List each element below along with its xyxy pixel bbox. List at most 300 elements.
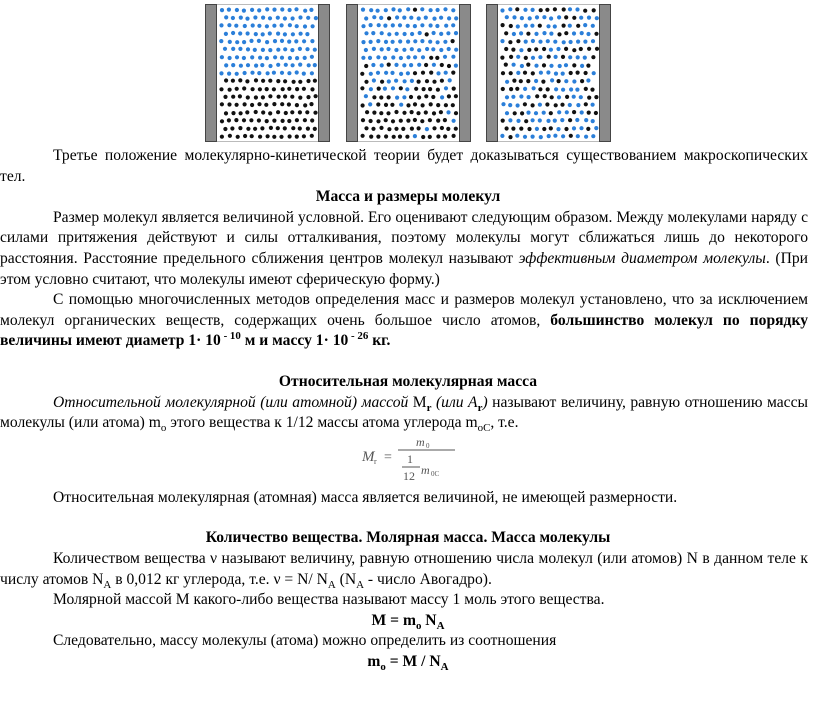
molecule-dot: [554, 72, 558, 76]
molecule-dot: [238, 31, 242, 35]
molecule-dot: [448, 78, 452, 82]
molecule-dot: [294, 7, 298, 11]
molecule-dot: [446, 127, 450, 131]
molecule-dot: [231, 16, 235, 20]
term-effective-diameter: эффективным диаметром молекулы: [518, 249, 766, 267]
molecule-dot: [305, 110, 309, 114]
molecule-dot: [228, 40, 232, 44]
molecule-dot: [584, 102, 588, 106]
molecule-dot: [361, 8, 365, 12]
molecule-dot: [238, 126, 242, 130]
molecule-dot: [409, 16, 413, 20]
molecule-dot: [572, 95, 576, 99]
molecule-dot: [568, 7, 572, 11]
text-span: , т.е.: [490, 414, 519, 432]
molecule-dot: [361, 134, 365, 138]
molecule-dot: [447, 94, 451, 98]
text-span: M = m: [371, 611, 416, 629]
molecule-dot: [523, 87, 527, 91]
molecule-dot: [545, 8, 549, 12]
molecule-dot: [246, 95, 250, 99]
molecule-dot: [447, 16, 451, 20]
molecule-dot: [239, 111, 243, 115]
molecule-dot: [268, 31, 272, 35]
molecule-dot: [284, 63, 288, 67]
molecule-dot: [541, 80, 545, 84]
molecule-dot: [452, 87, 456, 91]
heading-amount-of-substance: Количество вещества. Молярная масса. Масса молекулы: [205, 529, 611, 547]
subscript: A: [327, 578, 336, 591]
subscript: oC: [477, 422, 491, 435]
paragraph-amount-of-substance: [0, 549, 816, 590]
molecule-dot: [402, 111, 406, 115]
molecule-dot: [276, 32, 280, 36]
molecule-dot: [384, 103, 388, 107]
molecule-dot: [586, 64, 590, 68]
molecule-dot: [406, 119, 410, 123]
molecule-dot: [220, 55, 224, 59]
molecule-dot: [288, 134, 292, 138]
molecule-dot: [446, 110, 450, 114]
molecule-dot: [384, 71, 388, 75]
molecule-dot: [431, 95, 435, 99]
molecule-dot: [446, 31, 450, 35]
text-span: . (При этом условно считают, что молекулы имеют сферическую форму.): [0, 249, 808, 288]
molecule-dot: [409, 63, 413, 67]
vessel-3: [486, 4, 611, 142]
molecule-dot: [377, 23, 381, 27]
molecule-dot: [584, 118, 588, 122]
molecule-dot: [547, 134, 551, 138]
molecule-dot: [587, 47, 591, 51]
molecule-dot: [236, 135, 240, 139]
molecule-dot: [228, 134, 232, 138]
molecule-dot: [245, 17, 249, 21]
molecule-dot: [454, 16, 458, 20]
molecule-dot: [591, 103, 595, 107]
molecule-dot: [287, 102, 291, 106]
molecule-dot: [576, 71, 580, 75]
molecule-dot: [399, 86, 403, 90]
molecule-dot: [436, 71, 440, 75]
molecule-dot: [443, 7, 447, 11]
molecule-dot: [560, 103, 564, 107]
molecule-dot: [227, 102, 231, 106]
molecule-dot: [395, 15, 399, 19]
molecule-dot: [368, 56, 372, 60]
molecule-dot: [257, 39, 261, 43]
molecule-dot: [435, 24, 439, 28]
molecule-dot: [361, 118, 365, 122]
molecule-dot: [425, 127, 429, 131]
molecule-dot: [528, 16, 532, 20]
molecule-dot: [416, 111, 420, 115]
molecule-dot: [454, 111, 458, 115]
molecule-dot: [398, 39, 402, 43]
molecule-dot: [501, 87, 505, 91]
molecule-dot: [306, 79, 310, 83]
paragraph-dimensionless: Относительная молекулярная (атомная) масса является величиной, не имеющей размерности.: [53, 488, 678, 506]
molecule-dot: [421, 71, 425, 75]
molecule-dot: [584, 71, 588, 75]
molecule-dot: [538, 55, 542, 59]
molecule-dot: [413, 71, 417, 75]
molecule-dot: [562, 40, 566, 44]
molecule-dot: [420, 39, 424, 43]
molecule-dot: [432, 80, 436, 84]
molecule-dot: [261, 16, 265, 20]
molecule-dot: [509, 55, 513, 59]
molecule-dot: [575, 88, 579, 92]
molecule-dot: [413, 134, 417, 138]
molecule-dot: [280, 39, 284, 43]
molecule-dot: [553, 24, 557, 28]
text-span: (или A: [431, 393, 478, 411]
formula-numerator: m: [416, 435, 425, 449]
molecule-dot: [420, 119, 424, 123]
molecule-dot: [451, 8, 455, 12]
molecule-dot: [561, 72, 565, 76]
molecule-dot: [394, 63, 398, 67]
molecule-dot: [417, 16, 421, 20]
molecule-dot: [564, 15, 568, 19]
text-span: м и массу 1: [240, 332, 324, 350]
molecule-dot: [287, 119, 291, 123]
molecule-dot: [557, 110, 561, 114]
molecule-dot: [568, 55, 572, 59]
molecule-dot: [424, 63, 428, 67]
molecule-dot: [295, 24, 299, 28]
molecule-dot: [387, 127, 391, 131]
molecule-dot: [542, 63, 546, 67]
molecule-dot: [295, 87, 299, 91]
text-span: большинство молекул по порядку величины имеют диаметр 1: [0, 311, 809, 350]
molecule-dot: [253, 48, 257, 52]
molecule-dot: [365, 110, 369, 114]
molecule-dot: [227, 8, 231, 12]
intro-paragraph: Третье положение молекулярно-кинетической теории будет доказываться существованием макроскопических тел.: [0, 147, 808, 185]
molecule-dot: [384, 134, 388, 138]
molecule-dot: [257, 8, 261, 12]
diffusion-figure: [205, 4, 613, 144]
molecule-dot: [591, 39, 595, 43]
molecule-dot: [443, 40, 447, 44]
molecule-dot: [554, 87, 558, 91]
molecule-dot: [509, 24, 513, 28]
molecule-dot: [395, 96, 399, 100]
molecule-dot: [560, 118, 564, 122]
molecule-dot: [425, 32, 429, 36]
molecule-dot: [261, 32, 265, 36]
molecule-dot: [594, 95, 598, 99]
molecule-dot: [417, 63, 421, 67]
molecule-dot: [403, 32, 407, 36]
molecule-dot: [284, 111, 288, 115]
molecule-dot: [534, 32, 538, 36]
molecule-dot: [428, 40, 432, 44]
molecule-dot: [421, 103, 425, 107]
molecule-dot: [538, 40, 542, 44]
molecule-dot: [265, 56, 269, 60]
text-span: · 10: [323, 332, 349, 350]
molecule-dot: [380, 80, 384, 84]
molecule-dot: [394, 79, 398, 83]
molecule-dot: [364, 94, 368, 98]
molecule-dot: [530, 24, 534, 28]
molecule-dot: [523, 8, 527, 12]
molecule-dot: [273, 39, 277, 43]
molecule-dot: [428, 87, 432, 91]
molecule-dot: [238, 78, 242, 82]
molecule-dot: [500, 134, 504, 138]
molecule-dot: [564, 63, 568, 67]
text-span: С помощью многочисленных методов определения масс и размеров молекул установлено, что за исключением молекул органических веществ, содержащих очень большое число атомов,: [0, 291, 808, 329]
molecule-dot: [298, 110, 302, 114]
molecule-dot: [309, 8, 313, 12]
molecule-dot: [542, 111, 546, 115]
molecule-dot: [406, 55, 410, 59]
molecule-dot: [417, 95, 421, 99]
molecule-dot: [227, 72, 231, 76]
molecule-dot: [310, 87, 314, 91]
molecule-dot: [394, 48, 398, 52]
molecule-dot: [505, 111, 509, 115]
molecules-fully-mixed: [498, 5, 599, 143]
molecule-dot: [568, 24, 572, 28]
molecule-dot: [425, 79, 429, 83]
molecule-dot: [572, 110, 576, 114]
subscript: A: [436, 619, 445, 632]
molecule-dot: [403, 79, 407, 83]
subscript: A: [440, 660, 449, 673]
molecule-dot: [580, 110, 584, 114]
molecule-dot: [424, 16, 428, 20]
molecule-dot: [436, 134, 440, 138]
molecule-dot: [579, 95, 583, 99]
molecule-dot: [291, 32, 295, 36]
molecule-dot: [418, 31, 422, 35]
molecule-dot: [265, 7, 269, 11]
vessel-wall-right: [599, 4, 611, 142]
molecule-dot: [424, 94, 428, 98]
molecule-dot: [313, 127, 317, 131]
molecule-dot: [281, 119, 285, 123]
molecule-dot: [538, 87, 542, 91]
molecule-dot: [364, 126, 368, 130]
molecule-dot: [291, 126, 295, 130]
molecule-dot: [583, 23, 587, 27]
molecule-dot: [402, 63, 406, 67]
molecule-dot: [268, 111, 272, 115]
molecule-dot: [384, 118, 388, 122]
molecule-dot: [310, 55, 314, 59]
molecule-dot: [264, 103, 268, 107]
molecule-dot: [390, 103, 394, 107]
molecule-dot: [257, 118, 261, 122]
molecule-dot: [452, 134, 456, 138]
molecule-dot: [398, 23, 402, 27]
molecule-dot: [281, 87, 285, 91]
molecule-dot: [527, 48, 531, 52]
molecule-dot: [249, 118, 253, 122]
molecule-dot: [361, 56, 365, 60]
molecule-dot: [295, 135, 299, 139]
molecule-dot: [402, 95, 406, 99]
molecule-dot: [310, 39, 314, 43]
molecule-dot: [422, 87, 426, 91]
molecule-dot: [372, 78, 376, 82]
molecule-dot: [505, 15, 509, 19]
molecule-dot: [546, 70, 550, 74]
molecule-dot: [306, 127, 310, 131]
molecule-dot: [410, 79, 414, 83]
molecule-dot: [243, 24, 247, 28]
molecule-dot: [505, 80, 509, 84]
molecule-dot: [568, 103, 572, 107]
molecule-dot: [371, 63, 375, 67]
molecule-dot: [420, 23, 424, 27]
molecule-dot: [298, 126, 302, 130]
molecule-dot: [508, 118, 512, 122]
molecule-dot: [512, 32, 516, 36]
molecule-dot: [398, 135, 402, 139]
molecule-dot: [524, 56, 528, 60]
molecule-dot: [258, 135, 262, 139]
molecule-dot: [224, 78, 228, 82]
molecule-dot: [583, 40, 587, 44]
molecule-dot: [549, 32, 553, 36]
molecule-dot: [250, 71, 254, 75]
molecule-dot: [383, 24, 387, 28]
molecule-dot: [372, 47, 376, 51]
molecule-dot: [298, 96, 302, 100]
molecule-dot: [572, 48, 576, 52]
molecule-dot: [305, 32, 309, 36]
molecule-dot: [579, 16, 583, 20]
molecule-dot: [392, 135, 396, 139]
subscript: o: [160, 422, 167, 435]
molecule-dot: [580, 79, 584, 83]
molecule-dot: [508, 103, 512, 107]
molecule-dot: [512, 15, 516, 19]
molecule-dot: [380, 47, 384, 51]
molecule-dot: [553, 7, 557, 11]
formula-den-m: m: [421, 462, 430, 477]
text-span: Количеством вещества ν называют величину, равную отношению числа молекул (или атомов) N в данном теле к числу атомов N: [0, 549, 808, 588]
molecule-dot: [235, 40, 239, 44]
molecule-dot: [439, 110, 443, 114]
formula-eq: =: [384, 449, 392, 465]
molecule-dot: [272, 71, 276, 75]
molecule-dot: [454, 94, 458, 98]
molecule-dot: [272, 87, 276, 91]
molecule-dot: [509, 87, 513, 91]
molecule-dot: [387, 16, 391, 20]
molecule-dot: [391, 55, 395, 59]
molecule-dot: [295, 118, 299, 122]
molecule-dot: [572, 16, 576, 20]
molecule-dot: [439, 16, 443, 20]
molecule-dot: [421, 135, 425, 139]
molecule-dot: [379, 126, 383, 130]
molecule-dot: [313, 79, 317, 83]
molecule-dot: [565, 95, 569, 99]
molecule-dot: [534, 79, 538, 83]
molecule-dot: [376, 119, 380, 123]
molecule-dot: [558, 64, 562, 68]
molecule-dot: [276, 79, 280, 83]
molecule-dot: [272, 102, 276, 106]
text-span: · 10: [196, 332, 221, 350]
molecule-dot: [257, 71, 261, 75]
molecule-dot: [272, 8, 276, 12]
molecule-dot: [501, 102, 505, 106]
molecule-dot: [361, 103, 365, 107]
molecule-dot: [268, 94, 272, 98]
molecule-dot: [283, 126, 287, 130]
molecule-dot: [257, 24, 261, 28]
molecule-dot: [436, 8, 440, 12]
molecule-dot: [231, 47, 235, 51]
vessel-wall-right: [318, 4, 330, 142]
molecule-dot: [371, 127, 375, 131]
molecule-dot: [572, 63, 576, 67]
molecule-dot: [429, 23, 433, 27]
molecule-dot: [413, 102, 417, 106]
molecule-dot: [294, 39, 298, 43]
molecule-dot: [501, 119, 505, 123]
molecule-dot: [395, 32, 399, 36]
molecule-dot: [516, 103, 520, 107]
molecule-dot: [391, 7, 395, 11]
molecule-dot: [394, 127, 398, 131]
molecule-dot: [549, 48, 553, 52]
molecule-dot: [557, 15, 561, 19]
molecule-dot: [519, 31, 523, 35]
molecule-dot: [546, 24, 550, 28]
molecule-dot: [523, 135, 527, 139]
molecule-dot: [399, 119, 403, 123]
molecule-dot: [591, 119, 595, 123]
molecule-dot: [436, 88, 440, 92]
molecule-dot: [291, 63, 295, 67]
molecule-dot: [549, 16, 553, 20]
molecule-dot: [520, 16, 524, 20]
molecule-dot: [516, 119, 520, 123]
molecule-dot: [276, 110, 280, 114]
molecule-dot: [428, 135, 432, 139]
molecule-dot: [242, 118, 246, 122]
molecule-dot: [542, 31, 546, 35]
molecule-dot: [436, 103, 440, 107]
molecule-dot: [516, 24, 520, 28]
molecule-dot: [562, 24, 566, 28]
molecule-dot: [265, 40, 269, 44]
molecule-dot: [306, 95, 310, 99]
molecule-dot: [242, 56, 246, 60]
vessel-2: [346, 4, 471, 142]
molecule-dot: [303, 56, 307, 60]
molecule-dot: [553, 40, 557, 44]
molecule-dot: [361, 24, 365, 28]
molecule-dot: [290, 48, 294, 52]
molecule-dot: [542, 15, 546, 19]
molecule-dot: [504, 63, 508, 67]
molecule-dot: [583, 56, 587, 60]
molecule-dot: [429, 102, 433, 106]
molecule-dot: [231, 79, 235, 83]
molecule-dot: [527, 127, 531, 131]
